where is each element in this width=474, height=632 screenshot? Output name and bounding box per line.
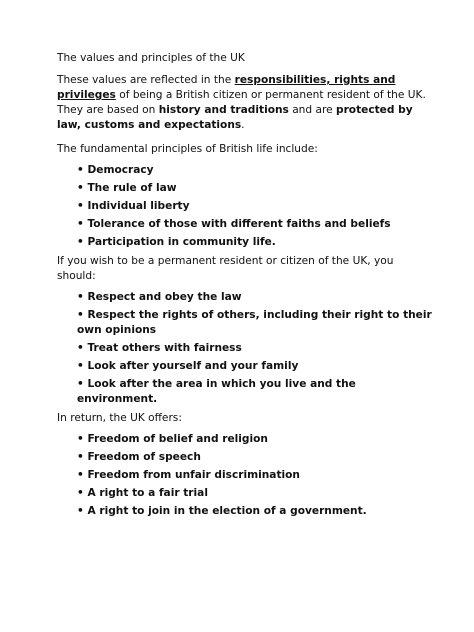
- list-item: • Freedom of belief and religion: [77, 433, 268, 445]
- principles-list: [57, 163, 434, 250]
- intro-text-1: These values are reflected in the: [57, 74, 235, 86]
- link-responsibilities[interactable]: responsibilities, rights and: [234, 74, 396, 86]
- offers-heading: In return, the UK offers:: [57, 412, 182, 424]
- list-item: • Tolerance of those with different faiths and beliefs: [77, 218, 391, 230]
- page-title: The values and principles of the UK: [57, 52, 245, 64]
- intro-bold-protected: protected by law, customs and expectations: [57, 104, 413, 131]
- list-item: • Look after the area in which you live and the environment.: [77, 378, 356, 405]
- list-item: • The rule of law: [77, 182, 177, 194]
- list-item: • Freedom of speech: [77, 451, 201, 463]
- link-privileges[interactable]: privileges: [57, 89, 116, 101]
- list-item: • Respect the rights of others, including their right to their own opinions: [77, 309, 432, 336]
- list-item: • Respect and obey the law: [77, 291, 242, 303]
- principles-heading: The fundamental principles of British life include:: [57, 143, 318, 155]
- list-item: • Look after yourself and your family: [77, 360, 299, 372]
- list-item: • Democracy: [77, 164, 154, 176]
- intro-text-3: of being a British citizen or permanent resident of the UK. They are based on: [57, 89, 426, 116]
- list-item: • Participation in community life.: [77, 236, 276, 248]
- intro-text-4: and are: [288, 104, 336, 116]
- list-item: • Treat others with fairness: [77, 342, 242, 354]
- intro-paragraph: [57, 73, 434, 133]
- should-list: [57, 290, 434, 407]
- list-item: • A right to a fair trial: [77, 487, 208, 499]
- intro-bold-history: history and traditions: [158, 104, 289, 116]
- intro-text-5: .: [241, 119, 245, 131]
- list-item: • A right to join in the election of a government.: [77, 505, 367, 517]
- list-item: • Freedom from unfair discrimination: [77, 469, 300, 481]
- offers-list: [57, 432, 434, 519]
- list-item: • Individual liberty: [77, 200, 190, 212]
- should-heading: If you wish to be a permanent resident or citizen of the UK, you should:: [57, 255, 394, 282]
